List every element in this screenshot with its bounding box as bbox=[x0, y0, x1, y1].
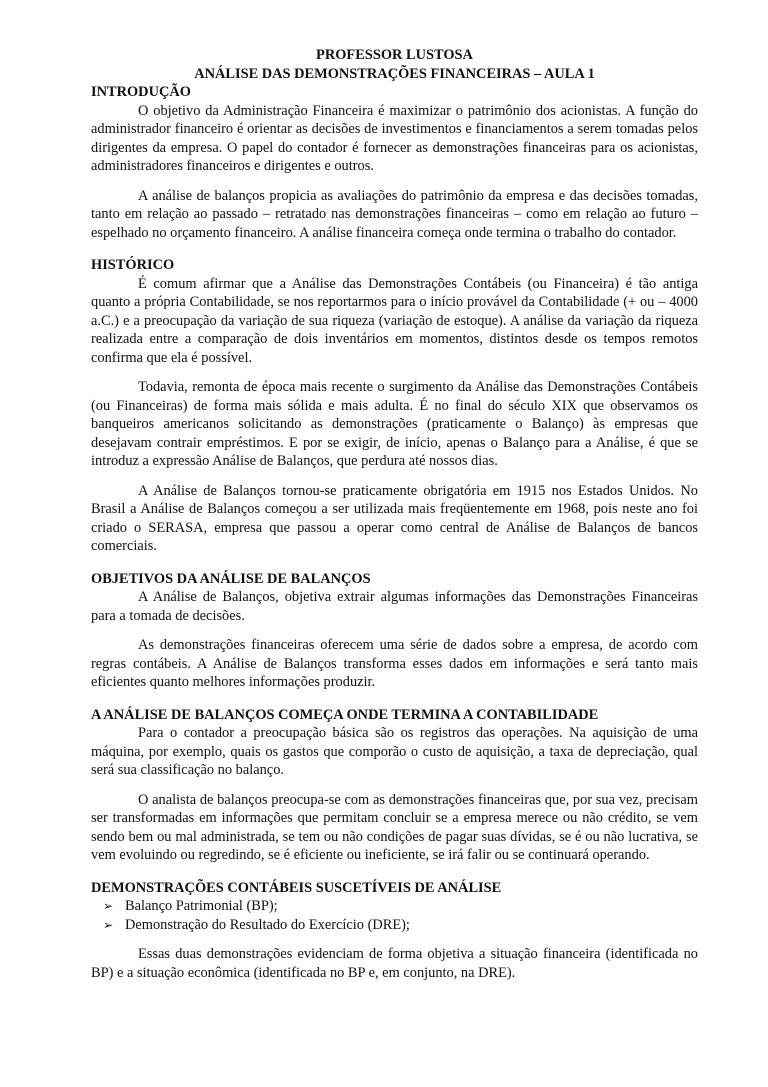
paragraph: A análise de balanços propicia as avaliações do patrimônio da empresa e das decisões tomadas, tanto em relação ao passado – retratado nas demonstrações financeiras – como em relação ao futuro – espelhado no orçamento financeiro. A análise financeira começa onde termina o trabalho do contador. bbox=[91, 187, 698, 241]
document-page bbox=[91, 46, 698, 982]
heading-introducao: INTRODUÇÃO bbox=[91, 84, 191, 100]
heading-demonstracoes: DEMONSTRAÇÕES CONTÁBEIS SUSCETÍVEIS DE ANÁLISE bbox=[91, 879, 502, 896]
list-item-text: Demonstração do Resultado do Exercício (DRE); bbox=[125, 916, 410, 933]
paragraph: É comum afirmar que a Análise das Demonstrações Contábeis (ou Financeira) é tão antiga quanto a própria Contabilidade, se nos reportarmos para o início provável da Contabilidade (+ ou – 4000 a.C.) e a preocupação da variação de sua riqueza (variação de estoque). A análise da variação da riqueza realizada entre a comparação de dois inventários em momentos, distintos desde os tempos remotos confirma que ela é possível. bbox=[91, 275, 698, 366]
document-title: ANÁLISE DAS DEMONSTRAÇÕES FINANCEIRAS – AULA 1 bbox=[194, 65, 595, 82]
heading-objetivos: OBJETIVOS DA ANÁLISE DE BALANÇOS bbox=[91, 570, 371, 587]
list-item bbox=[103, 916, 698, 935]
list-item-text: Balanço Patrimonial (BP); bbox=[125, 898, 278, 914]
arrow-bullet-icon: ➢ bbox=[103, 899, 114, 913]
paragraph: Essas duas demonstrações evidenciam de forma objetiva a situação financeira (identificada no BP) e a situação econômica (identificada no BP e, em conjunto, na DRE). bbox=[91, 946, 698, 981]
paragraph: Todavia, remonta de época mais recente o surgimento da Análise das Demonstrações Contábeis (ou Financeiras) de forma mais sólida e mais adulta. É no final do século XIX que observamos os banqueiros americanos solicitando as demonstrações (praticamente o Balanço) às empresas que desejavam contrair empréstimos. E por se exigir, de início, apenas o Balanço para a Análise, é que se introduz a expressão Análise de Balanços, que perdura até nossos dias. bbox=[91, 379, 698, 469]
bullet-list bbox=[91, 897, 698, 934]
arrow-bullet-icon: ➢ bbox=[103, 917, 114, 932]
heading-historico: HISTÓRICO bbox=[91, 257, 175, 273]
paragraph: A Análise de Balanços, objetiva extrair algumas informações das Demonstrações Financeiras para a tomada de decisões. bbox=[91, 589, 698, 624]
author-line: PROFESSOR LUSTOSA bbox=[316, 47, 473, 63]
paragraph: As demonstrações financeiras oferecem uma série de dados sobre a empresa, de acordo com regras contábeis. A Análise de Balanços transforma esses dados em informações e será tanto mais eficientes quanto melhores informações produzir. bbox=[91, 637, 698, 690]
paragraph: Para o contador a preocupação básica são os registros das operações. Na aquisição de uma máquina, por exemplo, quais os gastos que comporão o custo de aquisição, a taxa de depreciação, qual será sua classificação no balanço. bbox=[91, 725, 698, 778]
paragraph: O analista de balanços preocupa-se com as demonstrações financeiras que, por sua vez, precisam ser transformadas em informações que permitam concluir se a empresa merece ou não crédito, se vem sendo bem ou mal administrada, se tem ou não condições de pagar suas dívidas, se é ou não lucrativa, se vem evoluindo ou regredindo, se é eficiente ou ineficiente, se irá falir ou se continuará operando. bbox=[91, 791, 698, 863]
paragraph: A Análise de Balanços tornou-se praticamente obrigatória em 1915 nos Estados Unidos. No Brasil a Análise de Balanços começou a ser utilizada mais freqüentemente em 1968, pois neste ano foi criado o SERASA, empresa que passou a operar como central de Análise de Balanços de bancos comerciais. bbox=[91, 482, 698, 554]
paragraph: O objetivo da Administração Financeira é maximizar o patrimônio dos acionistas. A função do administrador financeiro é orientar as decisões de investimentos e financiamentos a serem tomadas pelos dirigentes da empresa. O papel do contador é fornecer as demonstrações financeiras para os acionistas, administradores financeiros e dirigentes e outros. bbox=[91, 102, 698, 174]
heading-comeca: A ANÁLISE DE BALANÇOS COMEÇA ONDE TERMINA A CONTABILIDADE bbox=[91, 706, 599, 723]
list-item bbox=[103, 897, 698, 916]
